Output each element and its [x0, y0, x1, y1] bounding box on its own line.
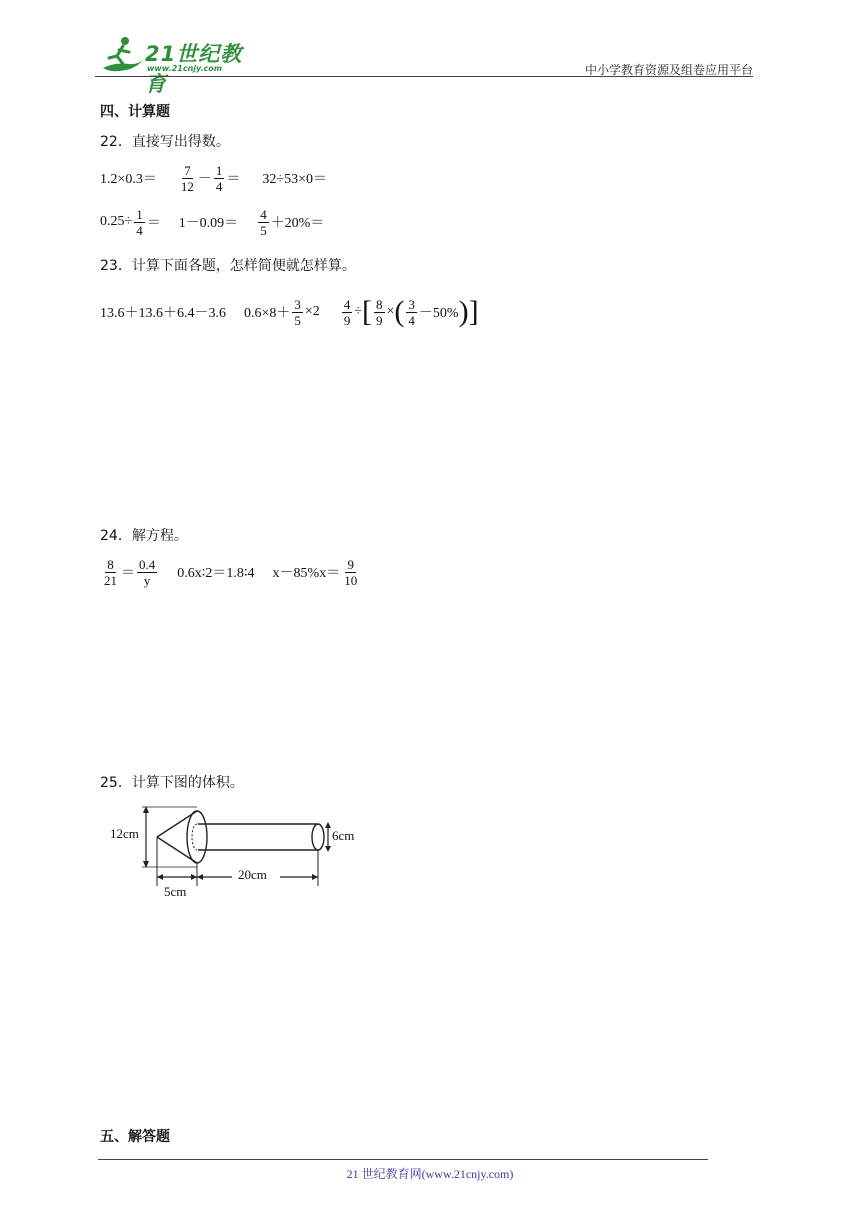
- question-23-row: 13.6＋13.6＋6.4－3.6 0.6×8＋ $\frac{3}{5}$ ×2 $\frac{4}{9}$ ÷ [ $\frac{8}{9}$ × ( $\frac{3}{4}$ －50% ) ]: [100, 295, 479, 328]
- section-title: 五、解答题: [100, 1129, 170, 1145]
- expr-22-3: 32÷53×0＝: [262, 172, 327, 187]
- fraction: $\frac{3}{5}$: [294, 296, 301, 328]
- right-square-bracket: ]: [468, 295, 479, 328]
- dim-cylinder-diameter: 6cm: [332, 828, 355, 843]
- header-logo: [95, 34, 260, 96]
- logo-text: 21世纪教育: [145, 42, 243, 96]
- runner-logo-icon: [95, 34, 145, 76]
- expr-23-1: 13.6＋13.6＋6.4－3.6: [100, 306, 226, 321]
- fraction: $\frac{1}{4}$: [215, 162, 223, 194]
- fraction: $\frac{4}{9}$: [343, 296, 351, 328]
- expr-24-2: 0.6x∶2＝1.8∶4: [177, 566, 255, 581]
- left-square-bracket: [: [362, 295, 372, 328]
- fraction: $\frac{0.4}{y}$: [139, 556, 156, 588]
- fraction: $\frac{3}{4}$: [408, 296, 415, 328]
- cone-cylinder-diagram: [100, 800, 370, 900]
- section-title: 四、计算题: [100, 104, 170, 120]
- logo-url: www.21cnjy.com: [147, 64, 223, 73]
- expr-22-1: 1.2×0.3＝: [100, 172, 157, 187]
- question-25-label: 25．计算下图的体积。: [100, 775, 244, 791]
- right-paren: ): [458, 295, 469, 328]
- question-24-label: 24．解方程。: [100, 528, 188, 544]
- fraction: $\frac{1}{4}$: [136, 206, 143, 238]
- header-divider: [95, 76, 753, 77]
- question-22-row-2: 0.25÷ $\frac{1}{4}$ ＝ 1－0.09＝ $\frac{4}{5}$ ＋20%＝: [100, 206, 325, 238]
- expr-22-5: 1－0.09＝: [178, 216, 239, 231]
- question-22-label: 22．直接写出得数。: [100, 134, 230, 150]
- footer-divider: [98, 1159, 708, 1160]
- solid-figure: [100, 800, 370, 900]
- question-23-label: 23．计算下面各题，怎样简便就怎样算。: [100, 258, 356, 274]
- fraction: $\frac{9}{10}$: [344, 556, 358, 588]
- question-22-row-1: 1.2×0.3＝ $\frac{7}{12}$ － $\frac{1}{4}$ ＝ 32÷53×0＝: [100, 162, 327, 194]
- question-24-row: $\frac{8}{21}$ ＝ $\frac{0.4}{y}$ 0.6x∶2＝1.8∶4 x－85%x＝ $\frac{9}{10}$: [104, 556, 358, 588]
- footer-text: 21 世纪教育网(www.21cnjy.com): [346, 1167, 514, 1181]
- fraction: $\frac{8}{21}$: [104, 556, 117, 588]
- fraction: $\frac{8}{9}$: [376, 296, 383, 328]
- left-paren: (: [394, 295, 405, 328]
- dim-cone-height: 5cm: [164, 884, 187, 899]
- dim-cone-diameter: 12cm: [110, 826, 139, 841]
- header-platform-text: 中小学教育资源及组卷应用平台: [584, 63, 753, 77]
- fraction: $\frac{7}{12}$: [180, 162, 194, 194]
- fraction: $\frac{4}{5}$: [260, 206, 267, 238]
- dim-cylinder-length: 20cm: [238, 867, 267, 882]
